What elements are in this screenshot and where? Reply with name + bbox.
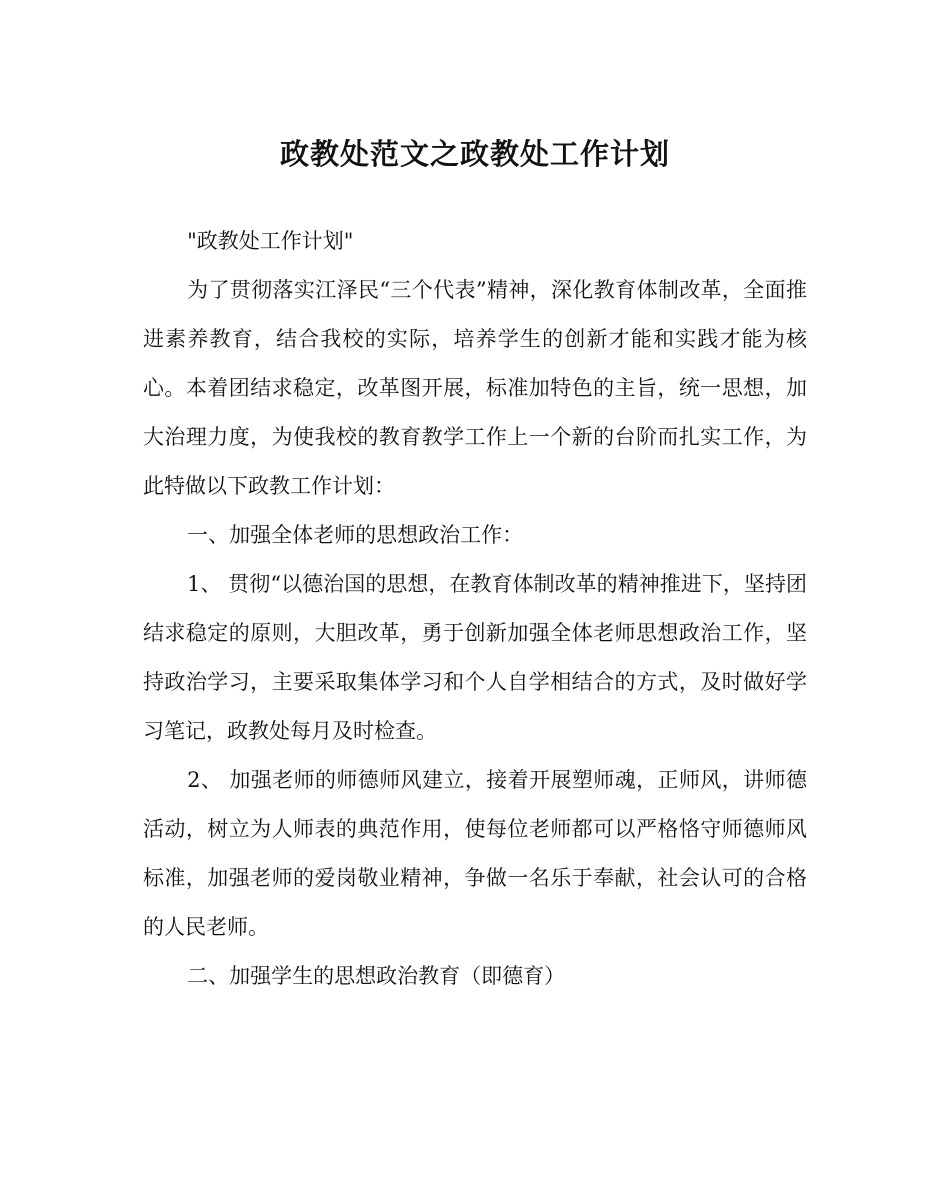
document-title: 政教处范文之政教处工作计划 (279, 137, 670, 171)
section-heading-2: 二、加强学生的思想政治教育（即德育） (187, 964, 566, 988)
document-body (143, 217, 807, 1001)
section-heading-1: 一、加强全体老师的思想政治工作： (187, 523, 524, 547)
item-paragraph-2: 2、 加强老师的师德师风建立，接着开展塑师魂，正师风，讲师德活动，树立为人师表的典范作用，使每位老师都可以严格恪守师德师风标准，加强老师的爱岗敬业精神，争做一名乐于奉献，社会认可的合格的人民老师。 (143, 768, 807, 939)
item-paragraph-1: 1、 贯彻“以德治国的思想，在教育体制改革的精神推进下，坚持团结求稳定的原则，大胆改革，勇于创新加强全体老师思想政治工作，坚持政治学习，主要采取集体学习和个人自学相结合的方式，及时做好学习笔记，政教处每月及时检查。 (143, 572, 807, 743)
subtitle-paragraph: "政教处工作计划" (187, 229, 354, 253)
intro-paragraph: 为了贯彻落实江泽民“三个代表”精神，深化教育体制改革，全面推进素养教育，结合我校的实际，培养学生的创新才能和实践才能为核心。本着团结求稳定，改革图开展，标准加特色的主旨，统一思想，加大治理力度，为使我校的教育教学工作上一个新的台阶而扎实工作，为此特做以下政教工作计划： (143, 278, 807, 498)
